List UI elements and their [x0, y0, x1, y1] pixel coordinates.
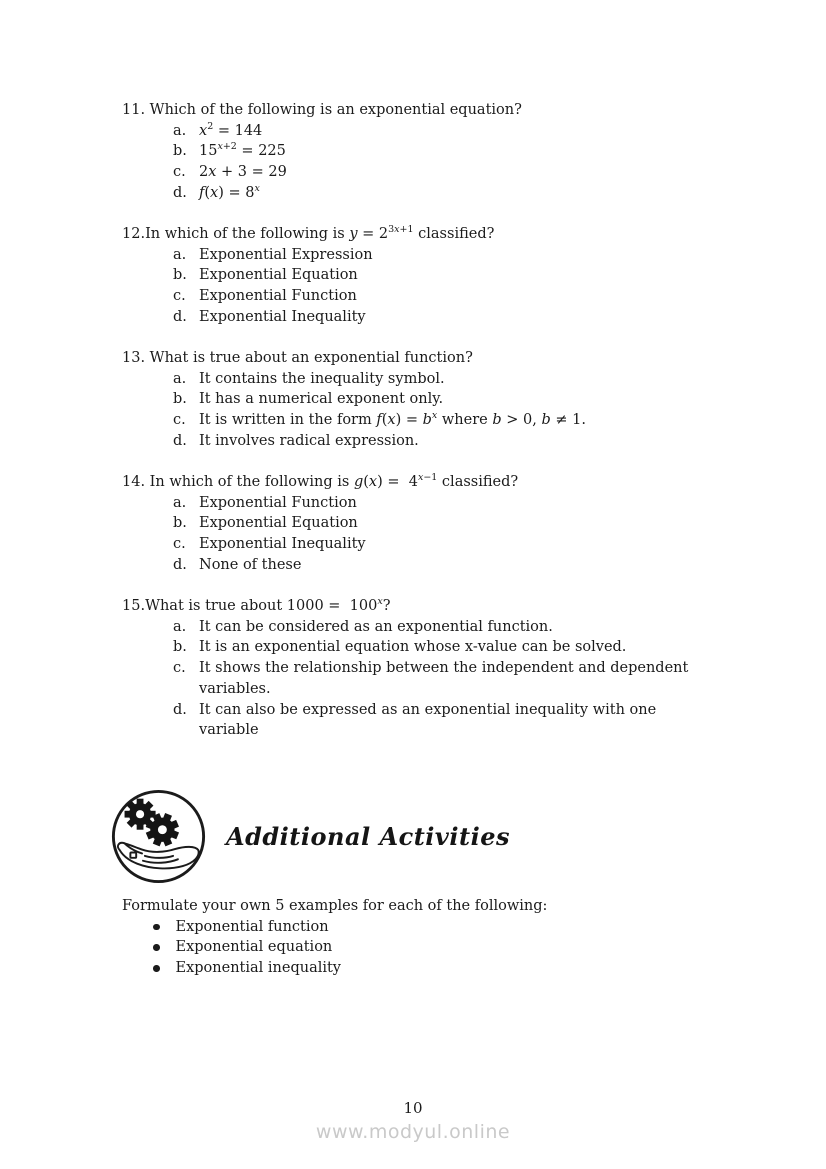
answer-option	[122, 183, 722, 204]
option-label: b.	[173, 391, 187, 408]
bullet-text: Exponential function	[175, 918, 329, 935]
option-label: d.	[173, 432, 187, 449]
hand-holding-gears-icon	[110, 788, 207, 885]
option-text: It is written in the form $f(x) = b^x$ where b > 0, b ≠ 1.	[199, 410, 586, 429]
bullet-item	[122, 958, 722, 979]
bullet-text: Exponential inequality	[175, 960, 342, 977]
page-content	[122, 100, 722, 979]
bullet-item	[122, 937, 722, 958]
question-options	[122, 121, 722, 204]
answer-option	[122, 286, 722, 307]
option-label: d.	[173, 308, 187, 325]
question-options	[122, 617, 722, 741]
question-prompt-line	[122, 224, 722, 245]
question	[122, 224, 722, 328]
watermark: www.modyul.online	[315, 1121, 511, 1143]
option-label: c.	[173, 660, 186, 677]
answer-option	[122, 369, 722, 390]
option-text: Exponential Equation	[199, 515, 358, 532]
option-text: None of these	[199, 556, 302, 573]
option-text: $x^2 = 144$	[199, 120, 263, 139]
option-label: a.	[173, 370, 187, 387]
answer-option	[122, 307, 722, 328]
answer-option	[122, 637, 722, 658]
answer-option	[122, 389, 722, 410]
answer-option	[122, 700, 722, 741]
bullet-dot-icon	[153, 944, 160, 951]
question-prompt: What is true about 1000 = 100$^x$?	[145, 596, 391, 615]
option-text: Exponential Equation	[199, 267, 358, 284]
activities-bullet-list	[122, 917, 722, 979]
question-number: 13.	[122, 350, 150, 367]
question-prompt: In which of the following is $g(x) = 4^{x-1}$ classified?	[149, 472, 519, 491]
option-label: b.	[173, 639, 187, 656]
option-text: Exponential Function	[199, 288, 357, 305]
option-label: c.	[173, 412, 186, 429]
question-options	[122, 493, 722, 576]
question-prompt-line	[122, 100, 722, 121]
answer-option	[122, 493, 722, 514]
question-options	[122, 245, 722, 328]
option-label: a.	[173, 122, 187, 139]
question-prompt-line	[122, 596, 722, 617]
option-text: It contains the inequality symbol.	[199, 370, 445, 387]
additional-activities-header	[110, 788, 722, 885]
bullet-dot-icon	[153, 924, 160, 931]
question-prompt-line	[122, 348, 722, 369]
question	[122, 348, 722, 452]
bullet-item	[122, 917, 722, 938]
section-heading: Additional Activities	[226, 821, 510, 851]
question-number: 14.	[122, 474, 150, 491]
option-text: It is an exponential equation whose x-value can be solved.	[199, 639, 627, 656]
option-label: a.	[173, 618, 187, 635]
answer-option	[122, 121, 722, 142]
question-list	[122, 100, 722, 741]
option-label: b.	[173, 515, 187, 532]
question-prompt: In which of the following is $y = 2^{3x+1}$ classified?	[145, 224, 495, 243]
question-prompt-line	[122, 472, 722, 493]
answer-option	[122, 534, 722, 555]
option-text: $15^{x+2} = 225$	[199, 141, 286, 160]
option-text: It shows the relationship between the independent and dependent variables.	[199, 660, 689, 697]
option-label: d.	[173, 701, 187, 718]
answer-option	[122, 265, 722, 286]
answer-option	[122, 245, 722, 266]
answer-option	[122, 513, 722, 534]
option-text: 2x + 3 = 29	[199, 164, 287, 181]
option-text: It can also be expressed as an exponential inequality with one variable	[199, 701, 657, 739]
option-label: b.	[173, 267, 187, 284]
option-text: It has a numerical exponent only.	[199, 391, 444, 408]
activities-intro: Formulate your own 5 examples for each of the following:	[122, 897, 548, 914]
option-text: Exponential Inequality	[199, 536, 366, 553]
option-label: c.	[173, 288, 186, 305]
answer-option	[122, 162, 722, 183]
question-number: 15.	[122, 598, 146, 615]
option-label: a.	[173, 246, 187, 263]
question-prompt: What is true about an exponential function?	[149, 350, 473, 367]
question-prompt: Which of the following is an exponential equation?	[149, 102, 522, 118]
bullet-dot-icon	[153, 965, 160, 972]
option-label: a.	[173, 494, 187, 511]
question-number: 11.	[122, 102, 150, 118]
question-number: 12.	[122, 226, 146, 243]
option-label: c.	[173, 164, 186, 181]
option-text: It can be considered as an exponential function.	[199, 618, 553, 635]
answer-option	[122, 410, 722, 431]
page-number: 10	[403, 1099, 423, 1117]
option-text: $f(x) = 8^x$	[199, 182, 260, 201]
answer-option	[122, 431, 722, 452]
answer-option	[122, 617, 722, 638]
question	[122, 472, 722, 576]
answer-option	[122, 555, 722, 576]
option-text: Exponential Inequality	[199, 308, 366, 325]
option-text: Exponential Function	[199, 494, 357, 511]
option-label: b.	[173, 143, 187, 160]
option-label: d.	[173, 556, 187, 573]
page-footer	[0, 1098, 826, 1143]
answer-option	[122, 658, 722, 699]
option-label: c.	[173, 536, 186, 553]
question-options	[122, 369, 722, 452]
option-text: Exponential Expression	[199, 246, 373, 263]
answer-option	[122, 141, 722, 162]
option-text: It involves radical expression.	[199, 432, 419, 449]
question	[122, 100, 722, 204]
hand-holding-gears-icon	[110, 788, 207, 885]
option-label: d.	[173, 184, 187, 201]
bullet-text: Exponential equation	[175, 939, 333, 956]
question	[122, 596, 722, 741]
